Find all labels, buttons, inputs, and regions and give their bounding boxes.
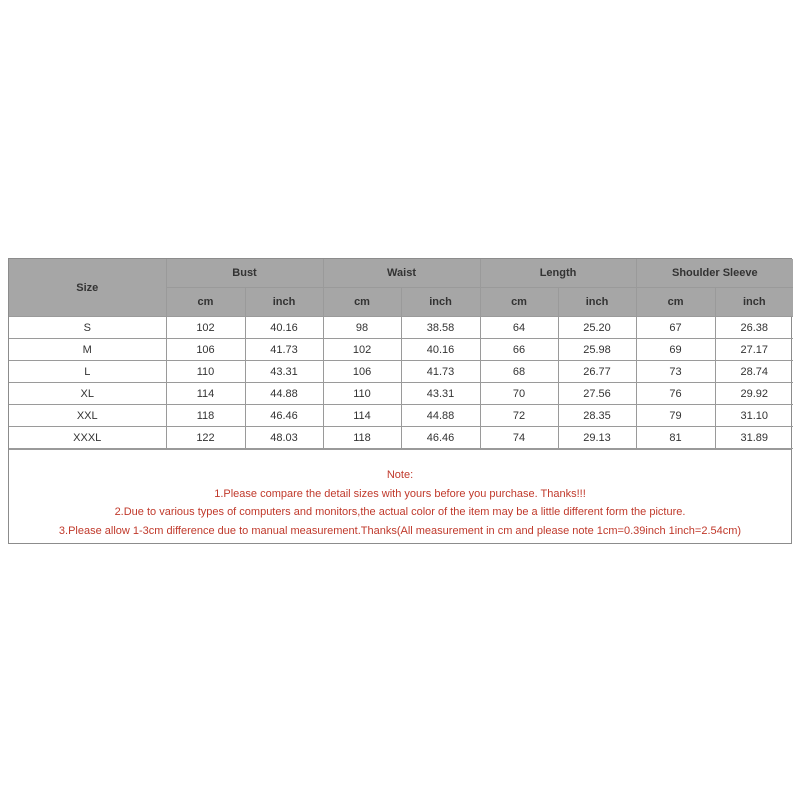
table-row <box>9 383 793 405</box>
bust-cm-header: cm <box>166 288 245 317</box>
bust-inch-cell: 46.46 <box>245 405 323 427</box>
length-cm-cell: 72 <box>480 405 558 427</box>
table-row <box>9 427 793 449</box>
shoulder-sleeve-inch-cell: 29.92 <box>715 383 793 405</box>
size-cell: XL <box>9 383 166 405</box>
bust-cm-cell: 110 <box>166 361 245 383</box>
size-table <box>9 259 793 449</box>
table-row <box>9 339 793 361</box>
size-cell: M <box>9 339 166 361</box>
waist-cm-cell: 110 <box>323 383 401 405</box>
length-cm-cell: 64 <box>480 317 558 339</box>
waist-inch-header: inch <box>401 288 480 317</box>
waist-inch-cell: 43.31 <box>401 383 480 405</box>
waist-inch-cell: 41.73 <box>401 361 480 383</box>
note-line-1: 1.Please compare the detail sizes with yours before you purchase. Thanks!!! <box>214 487 586 500</box>
length-inch-cell: 29.13 <box>558 427 636 449</box>
length-cm-header: cm <box>480 288 558 317</box>
waist-header: Waist <box>323 259 480 288</box>
length-inch-header: inch <box>558 288 636 317</box>
size-cell: L <box>9 361 166 383</box>
bust-inch-cell: 41.73 <box>245 339 323 361</box>
note-line-3: 3.Please allow 1-3cm difference due to manual measurement.Thanks(All measurement in cm and please note 1cm=0.39inch 1inch=2.54cm) <box>58 524 742 537</box>
shoulder-sleeve-cm-cell: 79 <box>636 405 715 427</box>
bust-cm-cell: 114 <box>166 383 245 405</box>
length-cm-cell: 68 <box>480 361 558 383</box>
table-row <box>9 405 793 427</box>
bust-inch-cell: 44.88 <box>245 383 323 405</box>
length-inch-cell: 28.35 <box>558 405 636 427</box>
length-header: Length <box>480 259 636 288</box>
header-group-row <box>9 259 793 288</box>
shoulder-sleeve-cm-cell: 81 <box>636 427 715 449</box>
size-cell: S <box>9 317 166 339</box>
waist-inch-cell: 40.16 <box>401 339 480 361</box>
bust-inch-cell: 40.16 <box>245 317 323 339</box>
bust-inch-cell: 48.03 <box>245 427 323 449</box>
length-inch-cell: 25.20 <box>558 317 636 339</box>
length-cm-cell: 66 <box>480 339 558 361</box>
note-title: Note: <box>386 469 414 481</box>
size-header: Size <box>9 259 166 317</box>
shoulder-sleeve-cm-cell: 69 <box>636 339 715 361</box>
waist-cm-cell: 118 <box>323 427 401 449</box>
shoulder-sleeve-inch-cell: 31.10 <box>715 405 793 427</box>
shoulder-sleeve-cm-cell: 73 <box>636 361 715 383</box>
shoulder-sleeve-inch-header: inch <box>715 288 793 317</box>
table-row <box>9 317 793 339</box>
size-chart <box>8 258 792 544</box>
waist-inch-cell: 38.58 <box>401 317 480 339</box>
length-inch-cell: 25.98 <box>558 339 636 361</box>
bust-cm-cell: 118 <box>166 405 245 427</box>
length-inch-cell: 27.56 <box>558 383 636 405</box>
shoulder-sleeve-inch-cell: 28.74 <box>715 361 793 383</box>
note-line-2: 2.Due to various types of computers and monitors,the actual color of the item may be a little different form the picture. <box>114 506 686 518</box>
shoulder-sleeve-cm-cell: 76 <box>636 383 715 405</box>
bust-inch-header: inch <box>245 288 323 317</box>
waist-cm-cell: 102 <box>323 339 401 361</box>
waist-cm-cell: 98 <box>323 317 401 339</box>
bust-header: Bust <box>166 259 323 288</box>
length-inch-cell: 26.77 <box>558 361 636 383</box>
bust-inch-cell: 43.31 <box>245 361 323 383</box>
waist-inch-cell: 44.88 <box>401 405 480 427</box>
shoulder-sleeve-inch-cell: 31.89 <box>715 427 793 449</box>
shoulder-sleeve-cm-cell: 67 <box>636 317 715 339</box>
shoulder-sleeve-cm-header: cm <box>636 288 715 317</box>
waist-cm-cell: 106 <box>323 361 401 383</box>
waist-inch-cell: 46.46 <box>401 427 480 449</box>
shoulder-sleeve-inch-cell: 27.17 <box>715 339 793 361</box>
table-row <box>9 361 793 383</box>
shoulder-sleeve-inch-cell: 26.38 <box>715 317 793 339</box>
bust-cm-cell: 106 <box>166 339 245 361</box>
bust-cm-cell: 102 <box>166 317 245 339</box>
length-cm-cell: 70 <box>480 383 558 405</box>
length-cm-cell: 74 <box>480 427 558 449</box>
note-section <box>9 449 791 543</box>
waist-cm-cell: 114 <box>323 405 401 427</box>
shoulder-sleeve-header: Shoulder Sleeve <box>636 259 793 288</box>
size-table-body <box>9 317 793 449</box>
size-cell: XXL <box>9 405 166 427</box>
bust-cm-cell: 122 <box>166 427 245 449</box>
waist-cm-header: cm <box>323 288 401 317</box>
size-cell: XXXL <box>9 427 166 449</box>
